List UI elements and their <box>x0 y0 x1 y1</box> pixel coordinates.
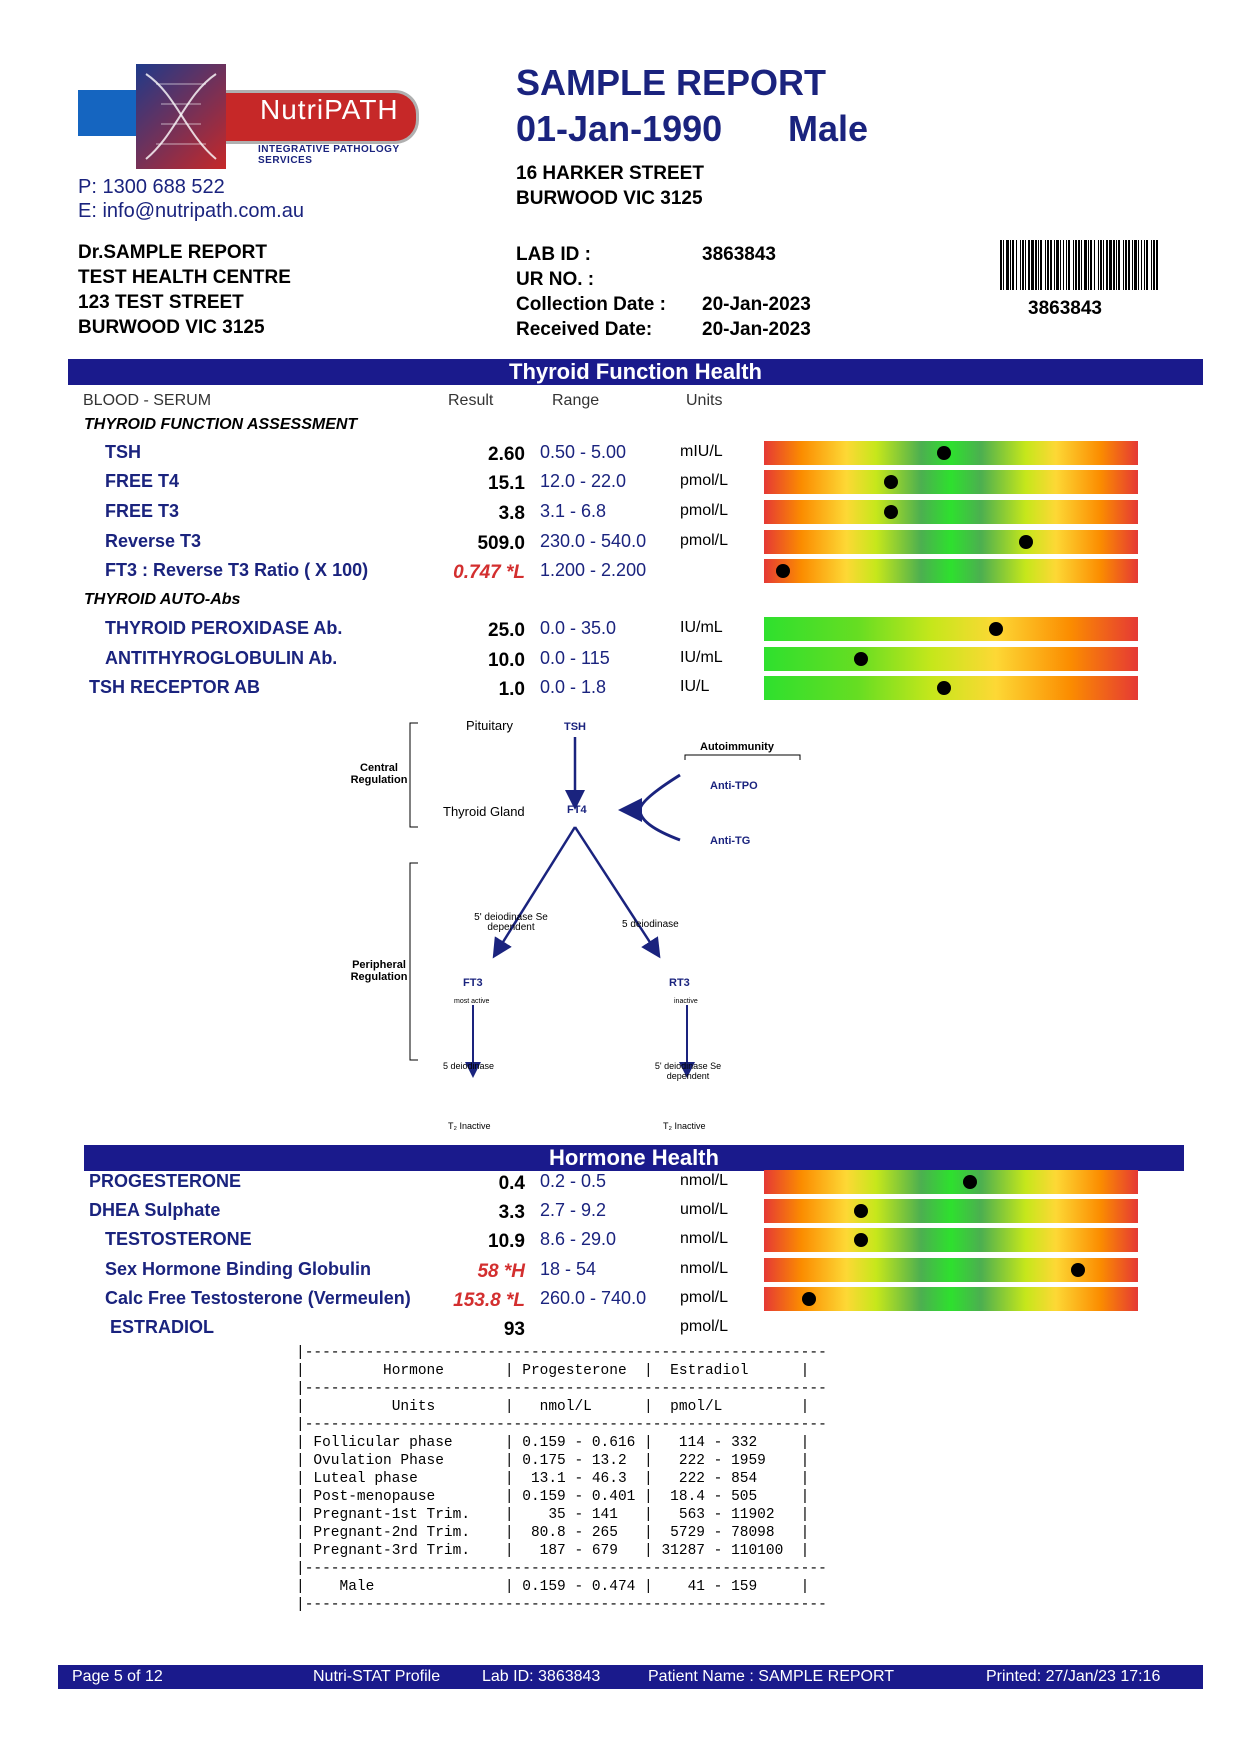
result-gauge <box>764 1199 1138 1223</box>
footer-lab-id: Lab ID: 3863843 <box>482 1668 601 1685</box>
result-gauge <box>764 530 1138 554</box>
test-range: 230.0 - 540.0 <box>540 531 647 551</box>
doctor-suburb: BURWOOD VIC 3125 <box>78 317 265 338</box>
result-value: 3.8 <box>498 503 525 524</box>
test-result <box>445 1261 525 1283</box>
autoimmunity-label: Autoimmunity <box>700 741 774 753</box>
test-units: IU/L <box>680 678 710 695</box>
result-flag: *L <box>506 1290 525 1311</box>
gauge-marker <box>1071 1263 1085 1277</box>
test-range: 8.6 - 29.0 <box>540 1229 617 1249</box>
test-name: PROGESTERONE <box>89 1171 242 1191</box>
ft3-label: FT3 <box>463 977 483 989</box>
test-result <box>445 444 525 466</box>
test-result <box>445 1173 525 1195</box>
result-value: 58 <box>477 1261 499 1282</box>
test-range: 18 - 54 <box>540 1259 597 1279</box>
footer-patient: Patient Name : SAMPLE REPORT <box>648 1668 895 1685</box>
test-units: pmol/L <box>680 1318 729 1335</box>
t2-inactive-right-label: T₂ Inactive <box>663 1121 706 1131</box>
gauge-marker <box>854 652 868 666</box>
result-gauge <box>764 647 1138 671</box>
range-header: Range <box>552 392 600 409</box>
test-name: DHEA Sulphate <box>89 1200 221 1220</box>
test-name: FREE T3 <box>105 501 180 521</box>
test-result <box>445 679 525 701</box>
test-name: FREE T4 <box>105 471 180 491</box>
result-flag: *H <box>503 1261 525 1282</box>
test-range: 0.0 - 1.8 <box>540 677 607 697</box>
test-name: FT3 : Reverse T3 Ratio ( X 100) <box>105 560 369 580</box>
test-units: mIU/L <box>680 443 723 460</box>
result-value: 93 <box>503 1319 525 1340</box>
result-gauge <box>764 617 1138 641</box>
deiodinase-bottom-left-label: 5 deiodinase <box>443 1061 495 1071</box>
logo-blue-square <box>78 90 138 136</box>
ur-label: UR NO. : <box>516 269 595 290</box>
dna-helix-icon <box>136 64 226 169</box>
result-value: 2.60 <box>488 444 525 465</box>
page-footer <box>58 1665 1203 1689</box>
barcode <box>1000 240 1160 290</box>
result-gauge <box>764 1228 1138 1252</box>
lab-id-label: LAB ID : <box>516 244 591 265</box>
test-name: ESTRADIOL <box>110 1317 215 1337</box>
test-range: 0.0 - 35.0 <box>540 618 617 638</box>
patient-address <box>516 161 704 211</box>
patient-name: SAMPLE REPORT <box>516 62 827 103</box>
collection-value: 20-Jan-2023 <box>702 294 811 315</box>
test-units: nmol/L <box>680 1172 729 1189</box>
result-value: 10.9 <box>488 1231 525 1252</box>
test-result <box>445 1319 525 1341</box>
gauge-marker <box>937 446 951 460</box>
test-result <box>445 503 525 525</box>
gauge-marker <box>854 1233 868 1247</box>
doctor-street: 123 TEST STREET <box>78 292 244 313</box>
gauge-marker <box>989 622 1003 636</box>
footer-printed: Printed: 27/Jan/23 17:16 <box>986 1668 1161 1685</box>
anti-tg-label: Anti-TG <box>710 835 751 847</box>
test-result <box>445 473 525 495</box>
result-value: 10.0 <box>488 650 525 671</box>
test-result <box>445 562 525 584</box>
test-name: Sex Hormone Binding Globulin <box>105 1259 372 1279</box>
thyroid-pathway-diagram <box>330 715 830 1135</box>
test-result <box>445 650 525 672</box>
result-value: 3.3 <box>498 1202 525 1223</box>
result-value: 509.0 <box>477 533 525 554</box>
central-regulation-label: Central Regulation <box>350 762 408 786</box>
patient-dob: 01-Jan-1990 <box>516 108 723 149</box>
tsh-label: TSH <box>564 721 586 733</box>
test-result <box>445 1202 525 1224</box>
test-name: TESTOSTERONE <box>105 1229 252 1249</box>
received-value: 20-Jan-2023 <box>702 319 811 340</box>
rt3-sub-label: inactive <box>674 998 698 1005</box>
received-label: Received Date: <box>516 319 653 340</box>
patient-sex: Male <box>788 108 869 149</box>
collection-label: Collection Date : <box>516 294 666 315</box>
gauge-marker <box>1019 535 1033 549</box>
nutripath-logo <box>78 64 448 174</box>
ft3-sub-label: most active <box>454 998 490 1005</box>
test-units: IU/mL <box>680 649 723 666</box>
test-name: TSH RECEPTOR AB <box>89 677 261 697</box>
gauge-marker <box>776 564 790 578</box>
test-units: IU/mL <box>680 619 723 636</box>
logo-subtitle: INTEGRATIVE PATHOLOGY SERVICES <box>258 144 400 166</box>
gauge-marker <box>963 1175 977 1189</box>
result-gauge <box>764 1287 1138 1311</box>
gauge-marker <box>854 1204 868 1218</box>
test-units: nmol/L <box>680 1260 729 1277</box>
test-units: pmol/L <box>680 1289 729 1306</box>
test-range: 3.1 - 6.8 <box>540 501 607 521</box>
test-units: pmol/L <box>680 502 729 519</box>
patient-street: 16 HARKER STREET <box>516 163 704 184</box>
result-value: 0.747 <box>453 562 501 583</box>
test-units: pmol/L <box>680 532 729 549</box>
ur-value <box>702 267 811 292</box>
rt3-label: RT3 <box>669 977 690 989</box>
units-header: Units <box>686 392 723 409</box>
patient-suburb: BURWOOD VIC 3125 <box>516 188 703 209</box>
test-name: Calc Free Testosterone (Vermeulen) <box>105 1288 411 1308</box>
logo-brand: NutriPATH <box>260 94 399 125</box>
result-value: 0.4 <box>498 1173 525 1194</box>
footer-profile: Nutri-STAT Profile <box>313 1668 441 1685</box>
test-units: nmol/L <box>680 1230 729 1247</box>
test-range: 0.0 - 115 <box>540 648 610 668</box>
gauge-marker <box>802 1292 816 1306</box>
test-result <box>445 1290 525 1312</box>
test-range: 0.50 - 5.00 <box>540 442 627 462</box>
test-name: ANTITHYROGLOBULIN Ab. <box>105 648 338 668</box>
result-value: 15.1 <box>488 473 525 494</box>
gauge-marker <box>884 505 898 519</box>
test-units: umol/L <box>680 1201 729 1218</box>
result-header: Result <box>448 392 494 409</box>
t2-inactive-left-label: T₂ Inactive <box>448 1121 491 1131</box>
group-thyroid-auto-abs: THYROID AUTO-Abs <box>84 591 241 608</box>
result-gauge <box>764 676 1138 700</box>
hormone-section-header: Hormone Health <box>84 1145 1184 1171</box>
result-gauge <box>764 441 1138 465</box>
result-flag: *L <box>506 562 525 583</box>
test-name: Reverse T3 <box>105 531 202 551</box>
anti-tpo-label: Anti-TPO <box>710 780 758 792</box>
gauge-marker <box>884 475 898 489</box>
hormone-reference-table: |------------------------------------------------------------ | Hormone | Progesterone | Estradiol | |------------------------------------------------------------ | Units | nmol/L | pmol/L | |------------------------------------------------------------ | Follicular phase | 0.159 - 0.616 | 114 - 332 | | Ovulation Phase | 0.175 - 13.2 | 222 - 1959 | | Luteal phase | 13.1 - 46.3 | 222 - 854 | | Post-menopause | 0.159 - 0.401 | 18.4 - 505 | | Pregnant-1st Trim. | 35 - 141 | 563 - 11902 | | Pregnant-2nd Trim. | 80.8 - 265 | 5729 - 78098 | | Pregnant-3rd Trim. | 187 - 679 | 31287 - 110100 | |------------------------------------------------------------ | Male | 0.159 - 0.474 | 41 - 159 | |------------------------------------------------------------ <box>296 1345 827 1613</box>
doctor-name: Dr.SAMPLE REPORT <box>78 242 267 263</box>
result-gauge <box>764 470 1138 494</box>
result-value: 153.8 <box>453 1290 501 1311</box>
thyroid-gland-label: Thyroid Gland <box>443 804 525 819</box>
result-gauge <box>764 1170 1138 1194</box>
thyroid-section-header: Thyroid Function Health <box>68 359 1203 385</box>
test-result <box>445 620 525 642</box>
doctor-block <box>78 240 291 340</box>
group-thyroid-function: THYROID FUNCTION ASSESSMENT <box>84 416 358 433</box>
contact-phone: P: 1300 688 522 <box>78 176 225 198</box>
test-range: 2.7 - 9.2 <box>540 1200 607 1220</box>
deiodinase-bottom-right-label: 5' deiodinase Se dependent <box>654 1061 722 1081</box>
result-value: 25.0 <box>488 620 525 641</box>
result-gauge <box>764 500 1138 524</box>
result-gauge <box>764 1258 1138 1282</box>
test-result <box>445 533 525 555</box>
result-value: 1.0 <box>498 679 525 700</box>
deiodinase-right-label: 5 deiodinase <box>622 919 679 930</box>
specimen-header: BLOOD - SERUM <box>83 392 212 409</box>
test-units: pmol/L <box>680 472 729 489</box>
deiodinase-left-label: 5' deiodinase Se dependent <box>474 912 548 933</box>
gauge-marker <box>937 681 951 695</box>
barcode-number: 3863843 <box>1028 298 1102 319</box>
result-gauge <box>764 559 1138 583</box>
footer-page: Page 5 of 12 <box>72 1668 163 1685</box>
peripheral-regulation-label: Peripheral Regulation <box>350 959 408 983</box>
lab-info-values <box>702 242 811 342</box>
test-range: 1.200 - 2.200 <box>540 560 647 580</box>
lab-id-value: 3863843 <box>702 244 776 265</box>
doctor-centre: TEST HEALTH CENTRE <box>78 267 291 288</box>
test-name: TSH <box>105 442 141 462</box>
ft4-label: FT4 <box>567 804 587 816</box>
lab-info-labels <box>516 242 666 342</box>
test-range: 12.0 - 22.0 <box>540 471 627 491</box>
test-name: THYROID PEROXIDASE Ab. <box>105 618 343 638</box>
test-range: 0.2 - 0.5 <box>540 1171 607 1191</box>
contact-email: E: info@nutripath.com.au <box>78 200 304 222</box>
test-range: 260.0 - 740.0 <box>540 1288 647 1308</box>
test-result <box>445 1231 525 1253</box>
pituitary-label: Pituitary <box>466 718 513 733</box>
